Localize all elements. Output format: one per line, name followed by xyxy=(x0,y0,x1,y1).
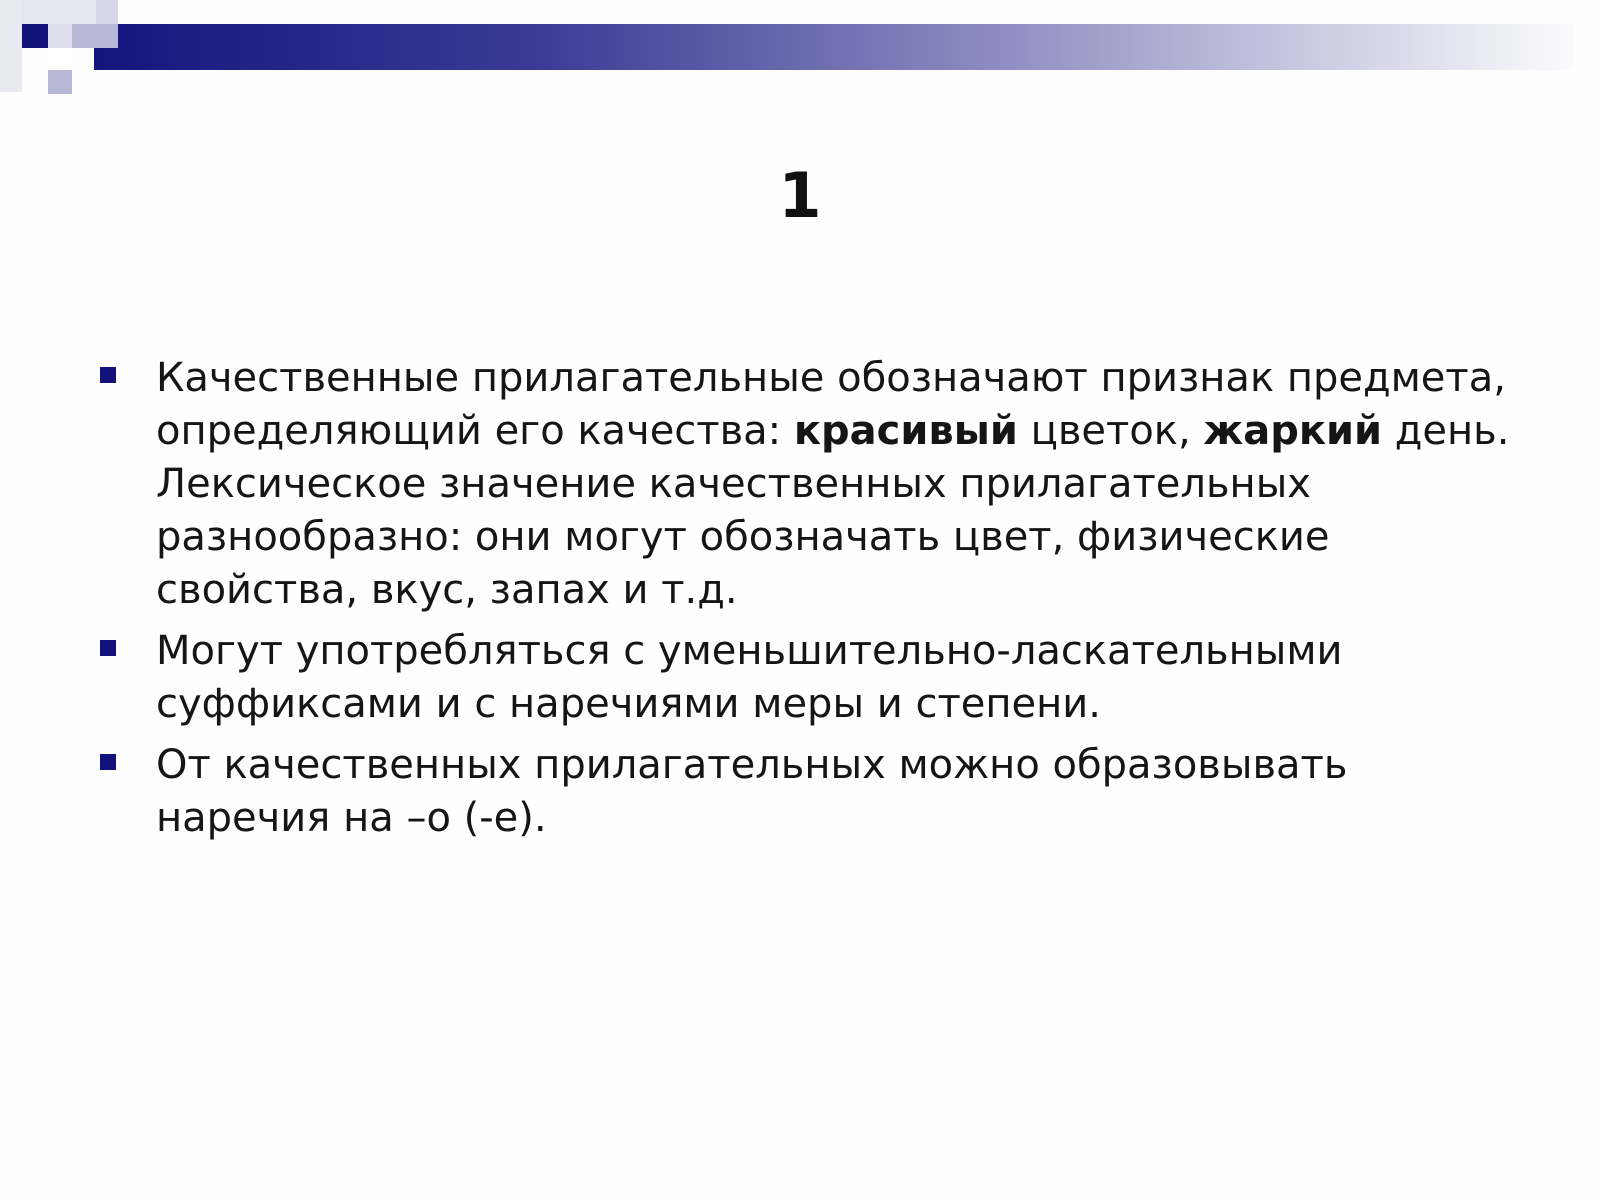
bullet-item xyxy=(96,739,1516,845)
bullet-item xyxy=(96,625,1516,731)
bullet-text: Могут употребляться с уменьшительно-ласкательными суффиксами и с наречиями меры и степени. xyxy=(156,628,1343,727)
bullet-text-bold-segment: красивый xyxy=(793,408,1018,454)
bullet-text-segment: цветок, xyxy=(1017,408,1204,454)
square-bullet-icon xyxy=(100,367,116,383)
decor-square xyxy=(48,70,72,94)
bullet-text xyxy=(156,355,1509,613)
bullet-item xyxy=(96,352,1516,617)
header-gradient-band xyxy=(94,24,1574,70)
decor-square xyxy=(22,24,48,48)
decor-square xyxy=(72,24,118,48)
decor-square xyxy=(0,0,22,92)
square-bullet-icon xyxy=(100,640,116,656)
decor-square xyxy=(96,0,118,24)
bullet-list xyxy=(96,352,1516,853)
slide-title: 1 xyxy=(778,159,822,232)
bullet-text-bold-segment: жаркий xyxy=(1203,408,1383,454)
decor-square xyxy=(48,48,72,70)
bullet-text: От качественных прилагательных можно образовывать наречия на –о (-е). xyxy=(156,742,1348,841)
bullet-text-segment: день. Лексическое значение качественных прилагательных разнообразно: они могут обозначать цвет, физические свойства, вкус, запах и т.д. xyxy=(156,408,1510,613)
bullet-text-segment: Качественные прилагательные обозначают признак предмета, определяющий его качества: xyxy=(156,355,1506,454)
decor-square xyxy=(48,24,72,48)
square-bullet-icon xyxy=(100,754,116,770)
